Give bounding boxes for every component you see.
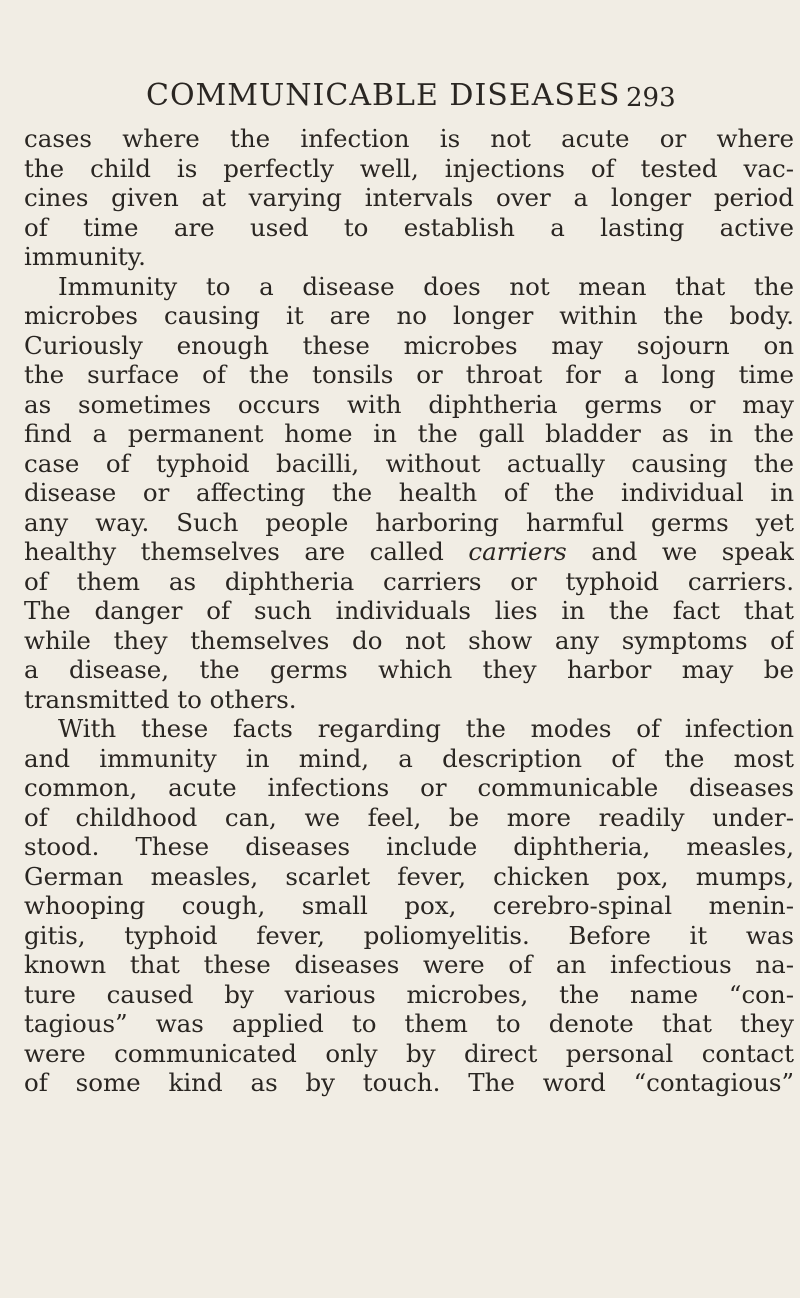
text-line	[24, 537, 794, 567]
text-line: common, acute infections or communicable diseases	[24, 773, 794, 802]
text-line: With these facts regarding the modes of infection	[58, 714, 794, 743]
text-line: tagious” was applied to them to denote that they	[24, 1009, 794, 1038]
text-line: cines given at varying intervals over a longer period	[24, 183, 794, 212]
text-segment: and we speak	[566, 537, 794, 566]
text-line: as sometimes occurs with diphtheria germs or may	[24, 389, 794, 419]
text-line: disease or affecting the health of the individual in	[24, 478, 794, 507]
text-segment: healthy themselves are called	[24, 537, 469, 566]
text-line: of time are used to establish a lasting active	[24, 212, 794, 242]
text-line: microbes causing it are no longer within the body.	[24, 301, 794, 330]
running-head	[146, 76, 794, 124]
text-line: any way. Such people harboring harmful germs yet	[24, 507, 794, 537]
text-line: while they themselves do not show any symptoms of	[24, 625, 794, 655]
text-line: cases where the infection is not acute or where	[24, 124, 794, 153]
text-line: The danger of such individuals lies in the fact that	[24, 596, 794, 625]
text-line: German measles, scarlet fever, chicken pox, mumps,	[24, 861, 794, 891]
text-line: Immunity to a disease does not mean that the	[58, 271, 794, 301]
text-line: immunity.	[24, 242, 146, 271]
text-line: the child is perfectly well, injections of tested vac-	[24, 153, 794, 183]
text-line: Curiously enough these microbes may sojourn on	[24, 330, 794, 360]
text-line: a disease, the germs which they harbor may be	[24, 655, 794, 684]
text-line: ture caused by various microbes, the name “con-	[24, 979, 794, 1009]
chapter-title: COMMUNICABLE DISEASES	[146, 78, 621, 113]
text-line: were communicated only by direct personal contact	[24, 1038, 794, 1068]
text-line: stood. These diseases include diphtheria, measles,	[24, 832, 794, 861]
body-text	[24, 124, 794, 1098]
text-line: transmitted to others.	[24, 684, 297, 714]
text-line: the surface of the tonsils or throat for a long time	[24, 360, 794, 389]
text-line: whooping cough, small pox, cerebro-spinal menin-	[24, 891, 794, 920]
text-line: of childhood can, we feel, be more readily under-	[24, 802, 794, 832]
text-line: known that these diseases were of an infectious na-	[24, 950, 794, 979]
text-line: of some kind as by touch. The word “contagious”	[24, 1068, 794, 1097]
italic-term: carriers	[468, 537, 567, 566]
text-line: case of typhoid bacilli, without actually causing the	[24, 448, 794, 478]
page-number: 293	[626, 83, 676, 113]
text-line: find a permanent home in the gall bladder as in the	[24, 419, 794, 448]
text-line: of them as diphtheria carriers or typhoid carriers.	[24, 566, 794, 596]
text-line: and immunity in mind, a description of the most	[24, 743, 794, 773]
text-line: gitis, typhoid fever, poliomyelitis. Before it was	[24, 920, 794, 950]
